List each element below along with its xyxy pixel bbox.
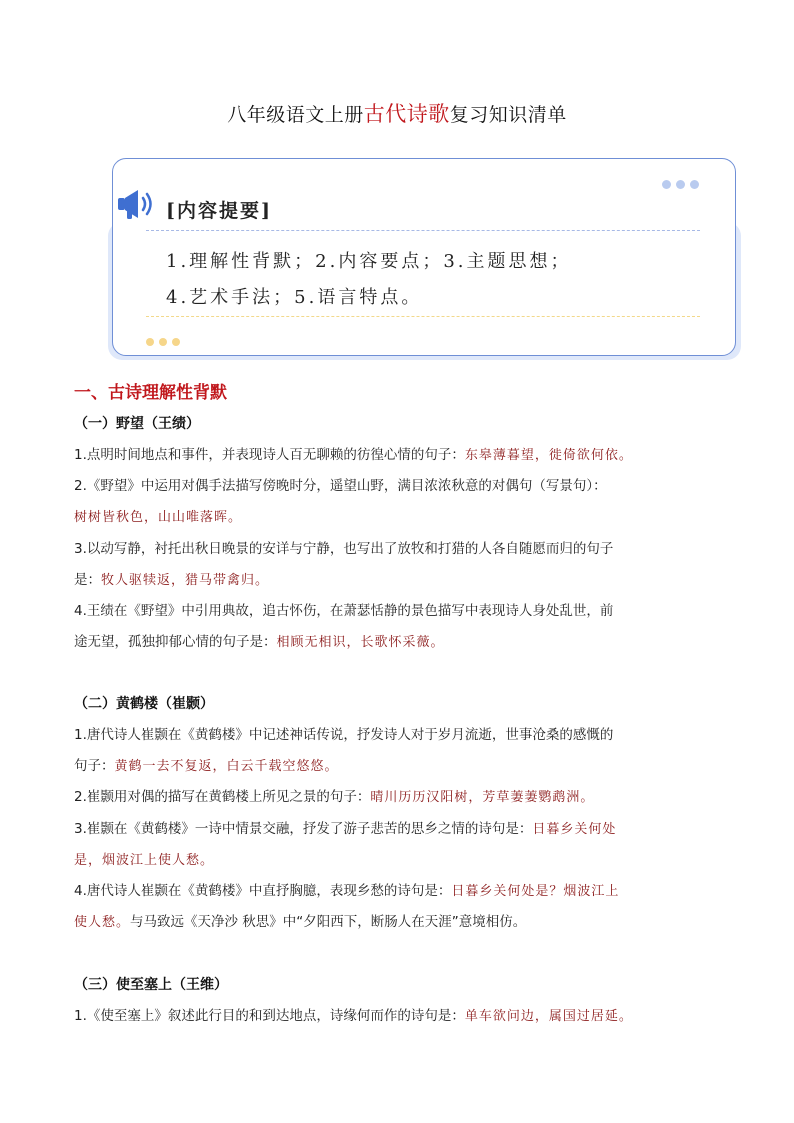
answer-line — [74, 502, 734, 533]
answer-text: 东皋薄暮望，徙倚欲何依。 — [464, 448, 633, 463]
answer-text: 晴川历历汉阳树，芳草萋萋鹦鹉洲。 — [370, 790, 595, 805]
answer-line — [74, 627, 734, 658]
answer-text: 树树皆秋色，山山唯落晖。 — [74, 510, 243, 525]
title-prefix: 八年级语文上册 — [227, 104, 364, 126]
answer-text: 牧人驱犊返，猎马带禽归。 — [101, 573, 270, 588]
question-item — [74, 782, 734, 813]
question-text: 是： — [74, 572, 101, 588]
decor-dots-bottom — [146, 331, 185, 350]
question-item — [74, 876, 734, 907]
question-text: 句子： — [74, 758, 115, 774]
title-suffix: 复习知识清单 — [449, 104, 567, 126]
question-text: 2.崔颢用对偶的描写在黄鹤楼上所见之景的句子： — [74, 789, 371, 805]
question-text: 与马致远《天净沙 秋思》中“夕阳西下，断肠人在天涯”意境相仿。 — [130, 914, 527, 930]
question-text: 3.崔颢在《黄鹤楼》一诗中情景交融，抒发了游子悲苦的思乡之情的诗句是： — [74, 821, 533, 837]
answer-line — [74, 751, 734, 782]
question-item — [74, 471, 734, 502]
answer-text: 日暮乡关何处 — [532, 822, 617, 837]
summary-line-1: 1.理解性背默；2.内容要点；3.主题思想； — [166, 251, 572, 272]
question-item — [74, 1001, 734, 1032]
answer-text: 是，烟波江上使人愁。 — [74, 853, 215, 868]
question-item — [74, 534, 734, 565]
poem-title-huanghelou: （二）黄鹤楼（崔颢） — [74, 696, 214, 712]
poem-title-shizhisaishang: （三）使至塞上（王维） — [74, 977, 228, 993]
answer-text: 日暮乡关何处是？烟波江上 — [451, 884, 620, 899]
title-highlight: 古代诗歌 — [363, 102, 450, 126]
summary-line-2: 4.艺术手法；5.语言特点。 — [166, 287, 423, 308]
question-text: 2.《野望》中运用对偶手法描写傍晚时分，遥望山野，满目浓浓秋意的对偶句（写景句）： — [74, 478, 607, 494]
answer-text: 单车欲问边，属国过居延。 — [464, 1009, 633, 1024]
divider-dashed-blue — [146, 230, 700, 231]
question-text: 1.《使至塞上》叙述此行目的和到达地点，诗缘何而作的诗句是： — [74, 1008, 465, 1024]
question-text: 3.以动写静，衬托出秋日晚景的安详与宁静，也写出了放牧和打猎的人各自随愿而归的句子 — [74, 541, 614, 557]
divider-dashed-yellow — [146, 316, 700, 317]
answer-line — [74, 565, 734, 596]
question-item — [74, 720, 734, 751]
document-title — [0, 98, 794, 128]
question-text: 1.唐代诗人崔颢在《黄鹤楼》中记述神话传说，抒发诗人对于岁月流逝，世事沧桑的感慨的 — [74, 727, 614, 743]
section-title: 一、古诗理解性背默 — [74, 383, 227, 403]
poem-title-yewang: （一）野望（王绩） — [74, 416, 200, 432]
megaphone-icon — [116, 186, 156, 222]
answer-line — [74, 907, 734, 938]
question-text: 1.点明时间地点和事件，并表现诗人百无聊赖的彷徨心情的句子： — [74, 447, 465, 463]
answer-text: 相顾无相识，长歌怀采薇。 — [276, 635, 445, 650]
question-text: 4.唐代诗人崔颢在《黄鹤楼》中直抒胸臆，表现乡愁的诗句是： — [74, 883, 452, 899]
question-text: 4.王绩在《野望》中引用典故，追古怀伤，在萧瑟恬静的景色描写中表现诗人身处乱世，前 — [74, 603, 614, 619]
summary-heading: [内容提要] — [166, 200, 272, 222]
question-text: 途无望，孤独抑郁心情的句子是： — [74, 634, 277, 650]
answer-line — [74, 845, 734, 876]
decor-dots-top — [662, 174, 704, 193]
question-item — [74, 440, 734, 471]
question-item — [74, 596, 734, 627]
answer-text: 黄鹤一去不复返，白云千载空悠悠。 — [114, 759, 339, 774]
answer-text: 使人愁。 — [74, 915, 131, 930]
question-item — [74, 814, 734, 845]
